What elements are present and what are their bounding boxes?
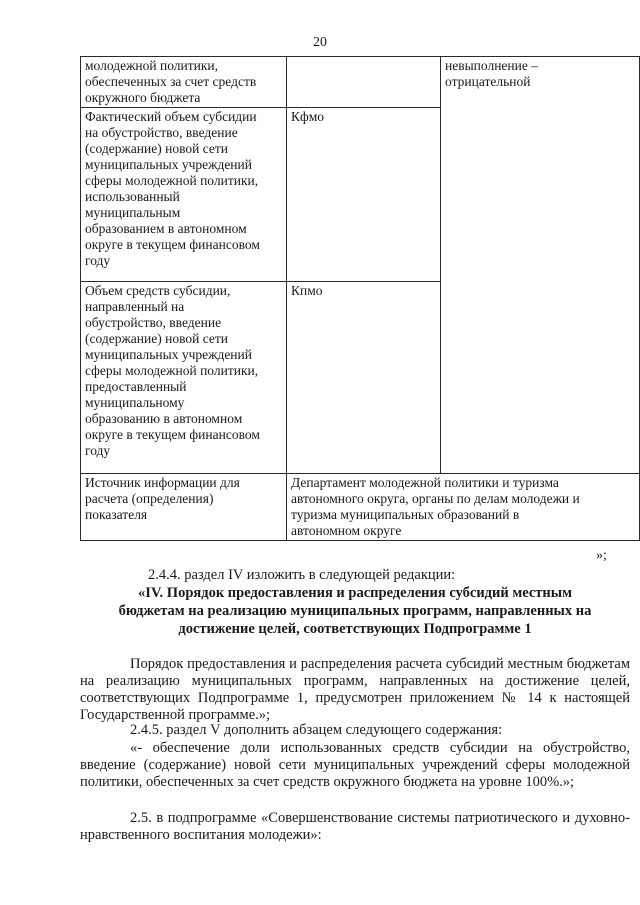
table-cell — [287, 282, 441, 474]
cell-text: Кфмо — [291, 109, 325, 124]
table-cell — [287, 108, 441, 282]
closing-quote: »; — [596, 548, 607, 563]
table-cell-merged — [287, 474, 640, 541]
amendment-2-5: 2.5. в подпрограмме «Совершенствование системы патриотического и духовно-нравственного воспитания молодежи»: — [80, 810, 630, 843]
table-cell-merged — [441, 57, 640, 474]
amendment-2-4-5: 2.4.5. раздел V дополнить абзацем следующего содержания: — [130, 722, 503, 738]
indicator-table — [80, 56, 640, 541]
table-cell — [81, 474, 287, 541]
table-cell — [81, 108, 287, 282]
amendment-2-4-4: 2.4.4. раздел IV изложить в следующей редакции: — [148, 567, 456, 583]
cell-text: Фактический объем субсидии на обустройство, введение (содержание) новой сети муниципальных учреждений сферы молодежной политики, использованный муниципальным образованием в автономном округе в текущем финансовом году — [85, 109, 260, 268]
cell-text: невыполнение – отрицательной — [445, 58, 538, 89]
table-row — [81, 474, 640, 541]
cell-text: Источник информации для расчета (определения) показателя — [85, 475, 240, 522]
page-number: 20 — [313, 35, 327, 50]
cell-text: Объем средств субсидии, направленный на обустройство, введение (содержание) новой сети муниципальных учреждений сферы молодежной политики, предоставленный муниципальному образованию в автономном округе в текущем финансовом году — [85, 283, 260, 458]
cell-text: Департамент молодежной политики и туризма автономного округа, органы по делам молодежи и туризма муниципальных образований в автономном округе — [291, 475, 580, 538]
paragraph-order: Порядок предоставления и распределения расчета субсидий местным бюджетам на реализацию муниципальных программ, направленных на достижение целей, соответствующих Подпрограмме 1, предусмотрен приложением № 14 к настоящей Государственной программе.»; — [80, 656, 630, 723]
table-cell — [287, 57, 441, 108]
table-cell — [81, 57, 287, 108]
section-heading: «IV. Порядок предоставления и распределения субсидий местным бюджетам на реализацию муниципальных программ, направленных на достижение целей, соответствующих Подпрограмме 1 — [118, 585, 592, 637]
table-cell — [81, 282, 287, 474]
table-row — [81, 57, 640, 108]
cell-text: молодежной политики, обеспеченных за счет средств окружного бюджета — [85, 58, 257, 105]
cell-text: Кпмо — [291, 283, 323, 298]
quote-paragraph: «- обеспечение доли использованных средств субсидии на обустройство, введение (содержание) новой сети муниципальных учреждений сферы молодежной политики, обеспеченных за счет средств окружного бюджета на уровне 100%.»; — [80, 740, 630, 790]
